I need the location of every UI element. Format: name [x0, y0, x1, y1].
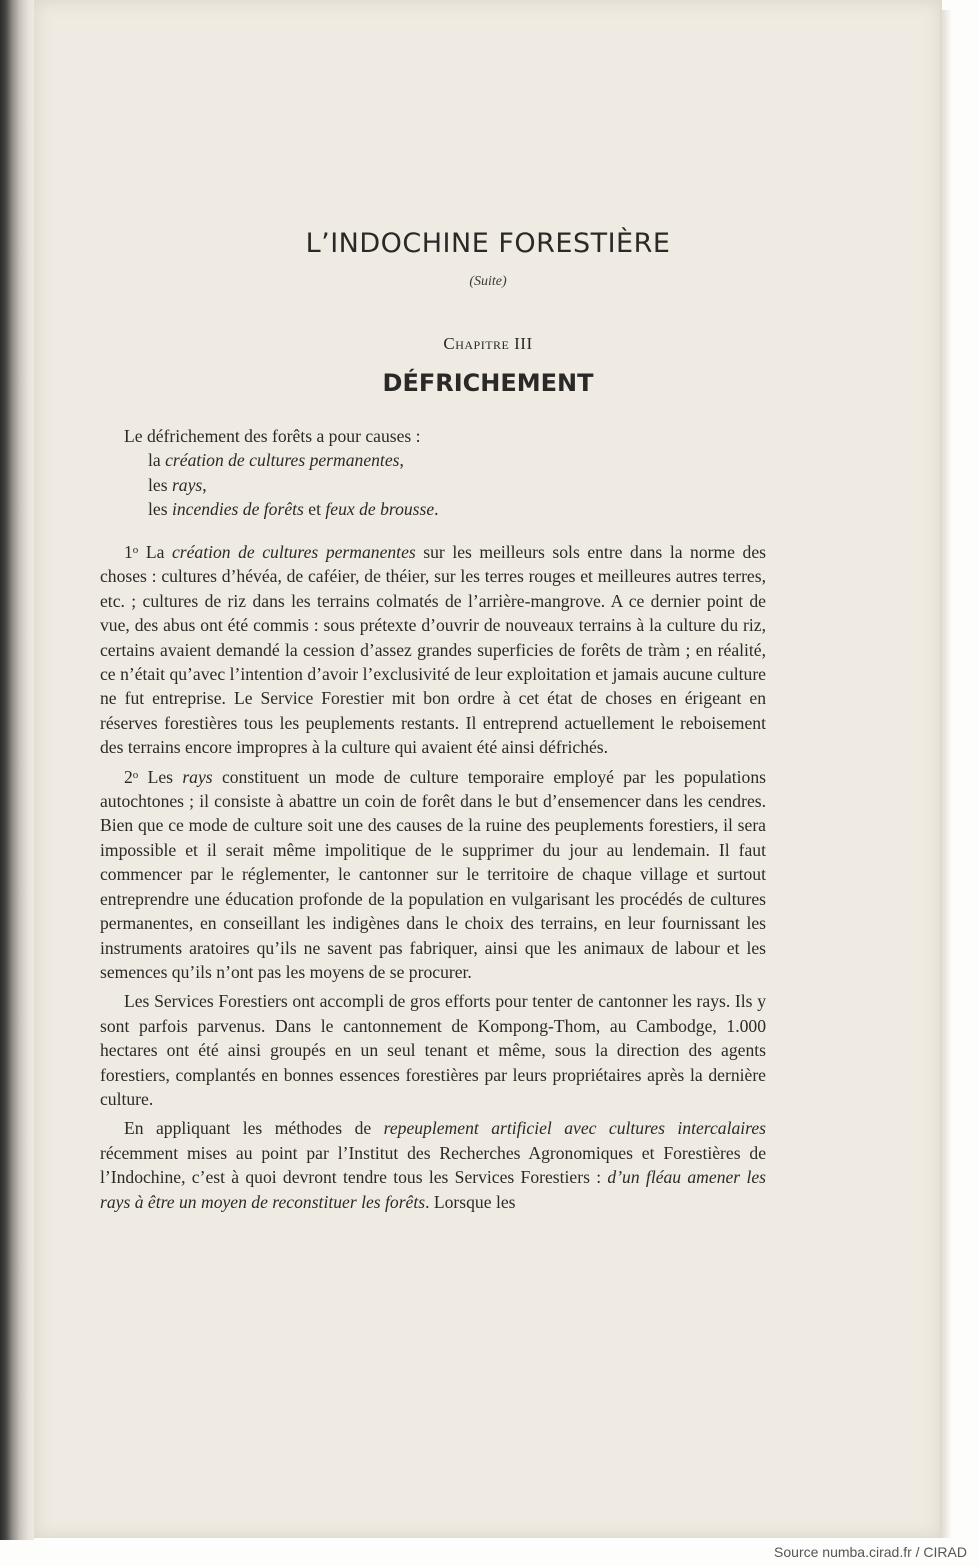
paragraph-services-forestiers: Les Services Forestiers ont accompli de gros efforts pour tenter de cantonner les rays. Ils y sont parfois parvenus. Dans le cantonnement de Kompong-Thom, au Cambodge, 1.000 hectares ont été ainsi groupés en un seul tenant et même, sous la direction des agents forestiers, complantés en bonnes essences forestières par leurs propriétaires après la dernière culture. [100, 991, 766, 1109]
chapter-label: Chapitre III [443, 334, 533, 353]
intro-list [100, 424, 766, 522]
body-text [100, 540, 766, 1219]
intro-item-incendies: les incendies de forêts et feux de brousse. [148, 499, 439, 520]
intro-item-rays: les rays, [148, 474, 207, 495]
document-title: L’INDOCHINE FORESTIÈRE [305, 228, 671, 259]
paragraph-cultures-permanentes: 1$^o$ La création de cultures permanentes sur les meilleurs sols entre dans la norme des choses : cultures d’hévéa, de caféier, de théier, sur les terres rouges et meilleures autres terres, etc. ; cultures de riz dans les terrains colmatés de l’arrière-mangrove. A ce dernier point de vue, des abus ont été commis : sous prétexte d’ouvrir de nouveaux terrains à la culture du riz, certains avaient demandé la cession d’assez grandes superficies de forêts de tràm ; en réalité, ce n’était qu’avec l’intention d’avoir l’exclusivité de leur exploitation et jamais aucune culture ne fut entreprise. Le Service Forestier mit bon ordre à cet état de choses en érigeant en réserves forestières tous les peuplements restants. Il entreprend actuellement le reboisement des terrains encore impropres à la culture qui avaient été ainsi défrichés. [100, 542, 766, 758]
source-credit: Source numba.cirad.fr / CIRAD [774, 1544, 967, 1560]
paragraph-repeuplement: En appliquant les méthodes de repeuplement artificiel avec cultures intercalaires récemment mises au point par l’Institut des Recherches Agronomiques et Forestières de l’Indochine, c’est à quoi devront tendre tous les Services Forestiers : d’un fléau amener les rays à être un moyen de reconstituer les forêts. Lorsque les [100, 1118, 767, 1212]
intro-lead: Le défrichement des forêts a pour causes : [124, 426, 421, 446]
paragraph-rays: 2$^o$ Les rays constituent un mode de culture temporaire employé par les populations autochtones ; il consiste à abattre un coin de forêt dans le but d’ensemencer dans les cendres. Bien que ce mode de culture soit une des causes de la ruine des peuplements forestiers, il sera impossible et il serait même impolitique de le supprimer du jour au lendemain. Il faut commencer par le réglementer, le cantonner sur le territoire de chaque village et surtout entreprendre une éducation profonde de la population en vulgarisant les procédés de cultures permanentes, en conseillant les indigènes dans le choix des terrains, en leur fournissant les instruments aratoires qu’ils ne savent pas fabriquer, ainsi que les animaux de labour et les semences qu’ils n’ont pas les moyens de se procurer. [100, 766, 766, 982]
document-subtitle: (Suite) [469, 274, 507, 289]
section-heading: DÉFRICHEMENT [382, 369, 594, 397]
binding-shadow [0, 0, 34, 1540]
intro-item-cultures: la création de cultures permanentes, [148, 450, 404, 471]
